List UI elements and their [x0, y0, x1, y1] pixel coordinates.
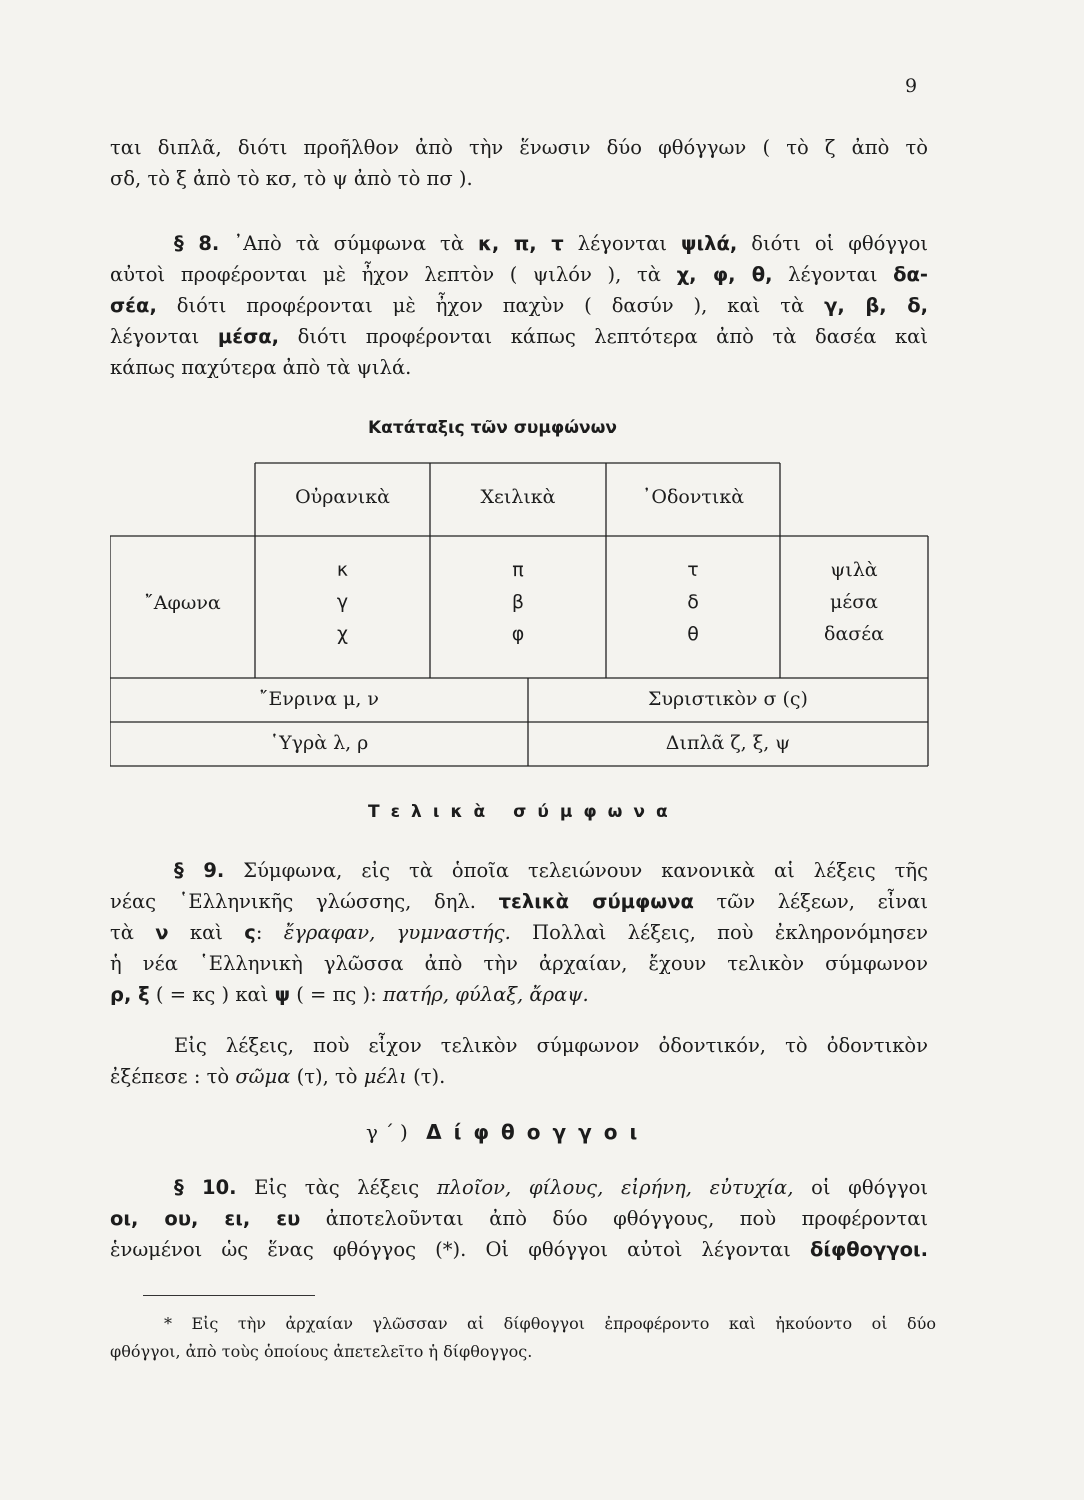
text-line: [110, 259, 928, 290]
text-line: [110, 886, 928, 917]
paragraph-section-8: [110, 228, 928, 383]
text-line: [110, 1172, 928, 1203]
table-title: Κατάταξις τῶν συμφώνων: [368, 418, 617, 438]
consonant-cell: τ: [687, 559, 699, 581]
consonant-list: γ, β, δ,: [824, 294, 929, 317]
text-run: διότι προφέρονται κάπως λεπτότερα ἀπὸ τὰ δασέα καὶ: [297, 325, 928, 348]
text-line: [110, 979, 928, 1010]
text-run: διότι προφέρονται μὲ ἦχον παχὺν ( δασύν ), καὶ τὰ: [176, 294, 805, 317]
example-word: σῶμα: [235, 1065, 291, 1088]
type-label: δασέα: [824, 623, 884, 645]
type-column: [780, 554, 928, 650]
text-line: [110, 321, 928, 352]
term-dasea-part: σέα,: [110, 294, 157, 317]
text-run: λέγονται: [577, 232, 668, 255]
footnote-line: φθόγγοι, ἀπὸ τοὺς ὁποίους ἀπετελεῖτο ἡ δίφθογγος.: [110, 1342, 533, 1361]
diphthong-list: οι, ου, ει, ευ: [110, 1207, 301, 1230]
type-label: μέσα: [830, 591, 878, 613]
paragraph-section-9: [110, 855, 928, 1010]
text-run: τὰ: [110, 921, 134, 944]
term-telika: τελικὰ σύμφωνα: [498, 890, 694, 913]
cell-enrina: ῎Ενρινα μ, ν: [259, 688, 379, 710]
paragraph-section-10: [110, 1172, 928, 1265]
cell-ygra: ῾Υγρὰ λ, ρ: [269, 732, 369, 754]
text-run: ( = πς ):: [296, 983, 377, 1006]
consonant-column-odontika: [606, 554, 780, 650]
consonant-list: ρ, ξ: [110, 983, 150, 1006]
text-run: καὶ: [189, 921, 223, 944]
text-run: αὐτοὶ προφέρονται μὲ ἦχον λεπτὸν ( ψιλόν ), τὰ: [110, 263, 661, 286]
consonant-cell: β: [511, 591, 525, 613]
cell-dipla: Διπλᾶ ζ, ξ, ψ: [665, 732, 791, 754]
footnote-line: * Εἰς τὴν ἀρχαίαν γλῶσσαν αἱ δίφθογγοι ἐπροφέροντο καὶ ἠκούοντο οἱ δύο: [164, 1314, 936, 1333]
consonant: ν: [155, 921, 169, 944]
consonant-cell: κ: [336, 559, 349, 581]
text-run: ᾿Απὸ τὰ σύμφωνα τὰ: [233, 232, 465, 255]
consonant-column-cheilika: [430, 554, 606, 650]
consonant-cell: γ: [336, 591, 349, 613]
text-run: ( = κς ) καὶ: [155, 983, 269, 1006]
text-line: [110, 290, 928, 321]
text-line: [110, 855, 928, 886]
row-label-aphona: ῎Αφωνα: [144, 592, 221, 614]
text-run: (τ).: [413, 1065, 446, 1088]
consonant-cell: χ: [337, 623, 348, 645]
term-diphthongoi: δίφθογγοι.: [810, 1238, 929, 1261]
text-run: τῶν λέξεων, εἶναι: [716, 890, 928, 913]
term-mesa: μέσα,: [217, 325, 280, 348]
paragraph-odontika: [110, 1030, 928, 1092]
text-run: ἐξέπεσε : τὸ: [110, 1065, 230, 1088]
example-words: ἔγραφαν, γυμναστής.: [283, 921, 511, 944]
heading-prefix: γ΄): [366, 1120, 414, 1144]
consonant-list: χ, φ, θ,: [676, 263, 773, 286]
text-run: :: [255, 921, 263, 944]
example-word: μέλι: [363, 1065, 407, 1088]
header-odontika: ᾿Οδοντικὰ: [641, 486, 745, 508]
consonant-cell: θ: [687, 623, 699, 645]
text-run: Πολλαὶ λέξεις, ποὺ ἐκληρονόμησεν: [532, 921, 928, 944]
consonant-column-ouranika: [255, 554, 430, 650]
text-line: σδ, τὸ ξ ἀπὸ τὸ κσ, τὸ ψ ἀπὸ τὸ πσ ).: [110, 167, 473, 190]
consonant-cell: δ: [687, 591, 699, 613]
footnote-divider: [143, 1295, 315, 1296]
text-run: λέγονται: [788, 263, 878, 286]
example-words: πατήρ, φύλαξ, ἄραψ.: [382, 983, 589, 1006]
heading-diphthongoi: [366, 1120, 649, 1144]
text-line: ται διπλᾶ, διότι προῆλθον ἀπὸ τὴν ἕνωσιν δύο φθόγγων ( τὸ ζ ἀπὸ τὸ: [110, 136, 928, 159]
example-words: πλοῖον, φίλους, εἰρήνη, εὐτυχία,: [436, 1176, 794, 1199]
paragraph-intro: [110, 132, 928, 194]
text-run: νέας ῾Ελληνικῆς γλώσσης, δηλ.: [110, 890, 476, 913]
heading-telika-symphona: Τελικὰ σύμφωνα: [368, 802, 679, 822]
term-psila: ψιλά,: [681, 232, 738, 255]
cell-syristikon: Συριστικὸν σ (ς): [648, 688, 808, 710]
header-cheilika: Χειλικὰ: [480, 486, 556, 508]
footnote: [110, 1310, 936, 1366]
consonant-list: κ, π, τ: [478, 232, 564, 255]
text-line: Εἰς λέξεις, ποὺ εἶχον τελικὸν σύμφωνον ὀδοντικόν, τὸ ὀδοντικὸν: [174, 1034, 928, 1057]
text-line: [110, 228, 928, 259]
type-label: ψιλὰ: [830, 559, 878, 581]
heading-title: Δίφθογγοι: [426, 1120, 650, 1144]
text-run: ἀποτελοῦνται ἀπὸ δύο φθόγγους, ποὺ προφέρονται: [325, 1207, 929, 1230]
text-line: [110, 1061, 928, 1092]
section-number: § 9.: [174, 859, 225, 882]
text-run: οἱ φθόγγοι: [811, 1176, 929, 1199]
consonant-cell: φ: [511, 623, 525, 645]
text-line: [110, 917, 928, 948]
section-number: § 8.: [174, 232, 220, 255]
text-line: κάπως παχύτερα ἀπὸ τὰ ψιλά.: [110, 356, 412, 379]
consonant: ς: [244, 921, 256, 944]
text-line: [110, 1234, 928, 1265]
term-dasea-part: δα-: [893, 263, 929, 286]
consonant-cell: π: [512, 559, 524, 581]
text-run: λέγονται: [110, 325, 200, 348]
text-run: Σύμφωνα, εἰς τὰ ὁποῖα τελειώνουν κανονικὰ αἱ λέξεις τῆς: [243, 859, 929, 882]
text-line: ἡ νέα ῾Ελληνικὴ γλῶσσα ἀπὸ τὴν ἀρχαίαν, ἔχουν τελικὸν σύμφωνον: [110, 952, 928, 975]
section-number: § 10.: [174, 1176, 237, 1199]
text-run: Εἰς τὰς λέξεις: [254, 1176, 420, 1199]
text-line: [110, 1203, 928, 1234]
page-number: 9: [905, 75, 918, 97]
text-run: διότι οἱ φθόγγοι: [751, 232, 929, 255]
consonant: ψ: [274, 983, 291, 1006]
text-run: (τ), τὸ: [296, 1065, 358, 1088]
header-ouranika: Οὐρανικὰ: [295, 486, 390, 508]
text-run: ἑνωμένοι ὡς ἕνας φθόγγος (*). Οἱ φθόγγοι αὐτοὶ λέγονται: [110, 1238, 791, 1261]
